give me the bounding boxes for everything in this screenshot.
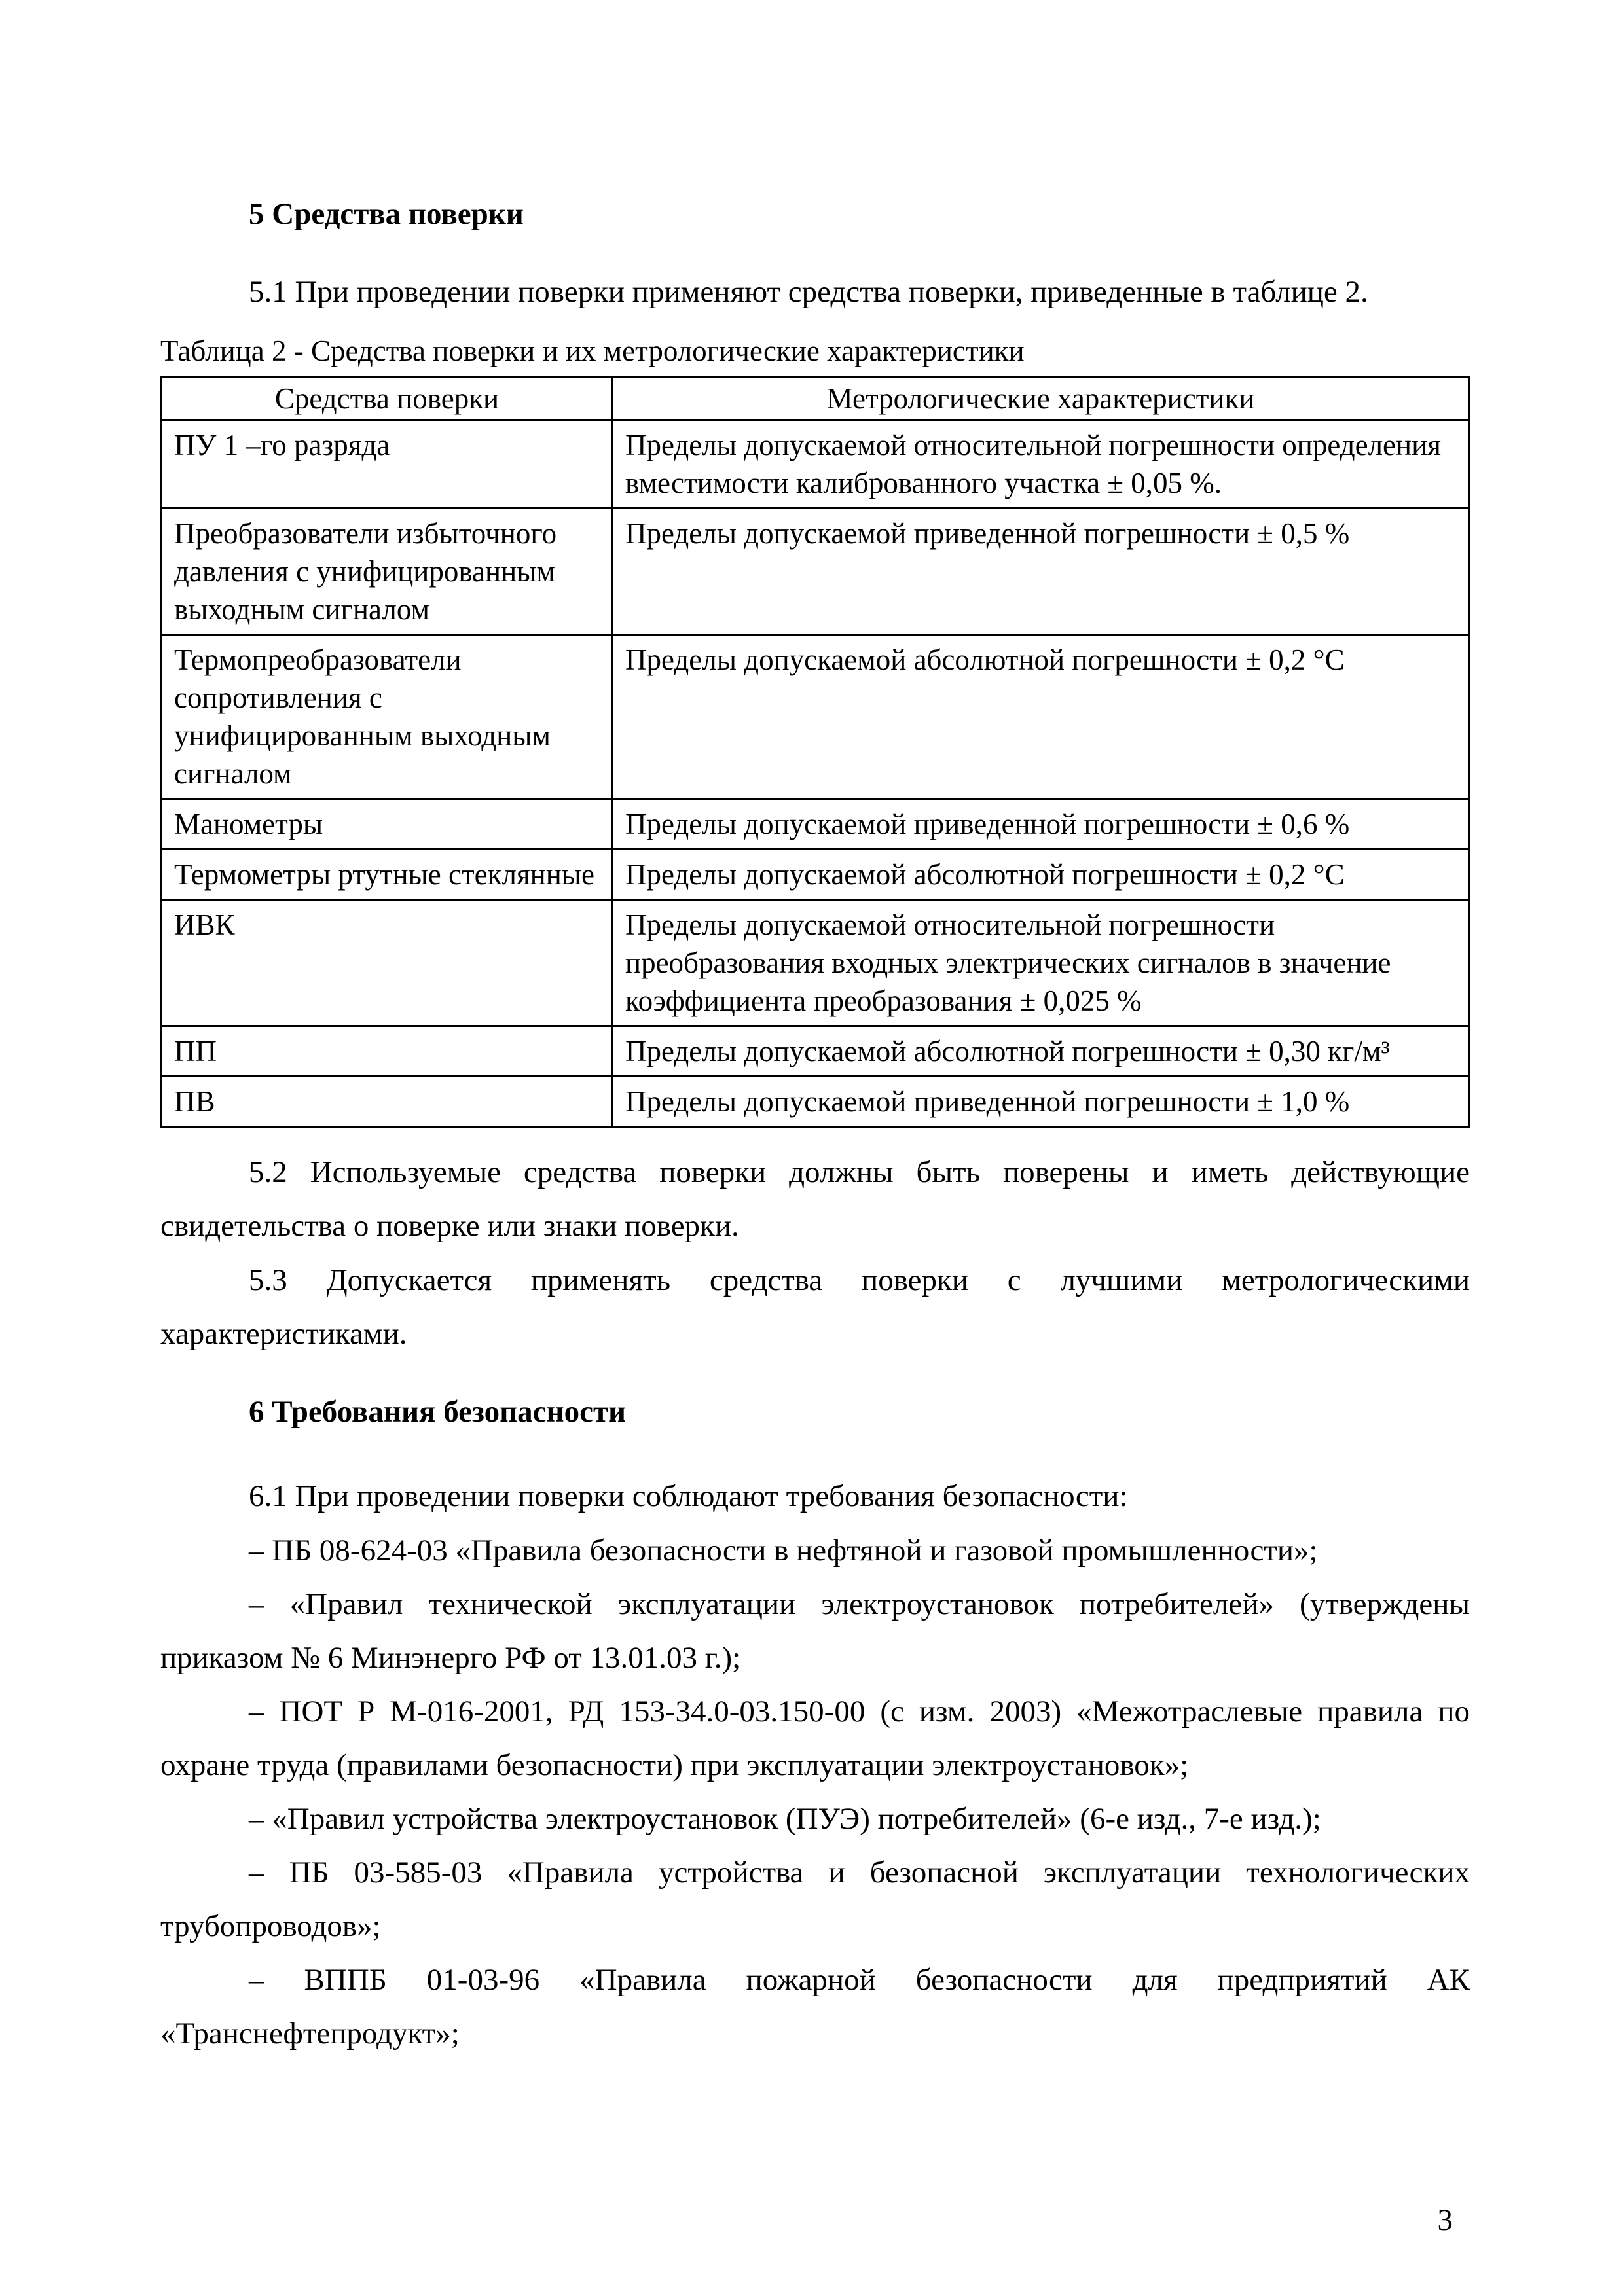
section-6-heading: 6 Требования безопасности	[249, 1395, 627, 1429]
list-item: – ПБ 03-585-03 «Правила устройства и безопасной эксплуатации технологических трубопроводов»;	[160, 1856, 1470, 1943]
paragraph-6-1: 6.1 При проведении поверки соблюдают требования безопасности:	[249, 1479, 1128, 1513]
list-item: – ПОТ Р М-016-2001, РД 153-34.0-03.150-00 (с изм. 2003) «Межотраслевые правила по охране труда (правилами безопасности) при эксплуатации электроустановок»;	[160, 1695, 1470, 1782]
table-cell-tool: ПУ 1 –го разряда	[162, 420, 613, 509]
table-header-row	[162, 378, 1469, 420]
table-cell-tool: Манометры	[162, 799, 613, 850]
table-cell-spec: Пределы допускаемой приведенной погрешности ± 0,6 %	[613, 799, 1469, 850]
table-row	[162, 420, 1469, 509]
safety-requirements-list	[160, 1524, 1470, 2060]
paragraph-5-3: 5.3 Допускается применять средства поверки с лучшими метрологическими характеристиками.	[160, 1263, 1470, 1351]
table-cell-spec: Пределы допускаемой абсолютной погрешности ± 0,30 кг/м³	[613, 1026, 1469, 1077]
list-item: – ПБ 08-624-03 «Правила безопасности в нефтяной и газовой промышленности»;	[249, 1534, 1318, 1568]
table-row	[162, 635, 1469, 799]
paragraph-5-1: 5.1 При проведении поверки применяют средства поверки, приведенные в таблице 2.	[249, 275, 1368, 309]
table-header-tools: Средства поверки	[162, 378, 613, 420]
table-caption: Таблица 2 - Средства поверки и их метрологические характеристики	[160, 334, 1025, 367]
table-cell-tool: Термометры ртутные стеклянные	[162, 850, 613, 900]
table-cell-tool: Термопреобразователи сопротивления с унифицированным выходным сигналом	[162, 635, 613, 799]
page-number: 3	[1437, 2203, 1453, 2237]
table-cell-spec: Пределы допускаемой относительной погрешности определения вместимости калиброванного участка ± 0,05 %.	[613, 420, 1469, 509]
list-item: – «Правил технической эксплуатации электроустановок потребителей» (утверждены приказом № 6 Минэнерго РФ от 13.01.03 г.);	[160, 1587, 1470, 1675]
table-cell-tool: Преобразователи избыточного давления с унифицированным выходным сигналом	[162, 509, 613, 635]
instruments-table	[160, 376, 1470, 1128]
section-5-heading: 5 Средства поверки	[249, 197, 524, 231]
table-header-specs: Метрологические характеристики	[613, 378, 1469, 420]
table-cell-tool: ИВК	[162, 900, 613, 1026]
table-row	[162, 900, 1469, 1026]
table-cell-spec: Пределы допускаемой приведенной погрешности ± 0,5 %	[613, 509, 1469, 635]
table-cell-spec: Пределы допускаемой абсолютной погрешности ± 0,2 °С	[613, 850, 1469, 900]
table-cell-spec: Пределы допускаемой абсолютной погрешности ± 0,2 °С	[613, 635, 1469, 799]
table-row	[162, 1077, 1469, 1127]
list-item: – «Правил устройства электроустановок (ПУЭ) потребителей» (6-е изд., 7-е изд.);	[249, 1802, 1321, 1836]
table-row	[162, 799, 1469, 850]
table-cell-spec: Пределы допускаемой приведенной погрешности ± 1,0 %	[613, 1077, 1469, 1127]
paragraph-5-2: 5.2 Используемые средства поверки должны быть поверены и иметь действующие свидетельства о поверке или знаки поверки.	[160, 1155, 1470, 1243]
table-cell-spec: Пределы допускаемой относительной погрешности преобразования входных электрических сигналов в значение коэффициента преобразования ± 0,025 %	[613, 900, 1469, 1026]
table-row	[162, 850, 1469, 900]
table-row	[162, 1026, 1469, 1077]
table-cell-tool: ПП	[162, 1026, 613, 1077]
table-cell-tool: ПВ	[162, 1077, 613, 1127]
list-item: – ВППБ 01-03-96 «Правила пожарной безопасности для предприятий АК «Транснефтепродукт»;	[160, 1963, 1470, 2051]
table-row	[162, 509, 1469, 635]
